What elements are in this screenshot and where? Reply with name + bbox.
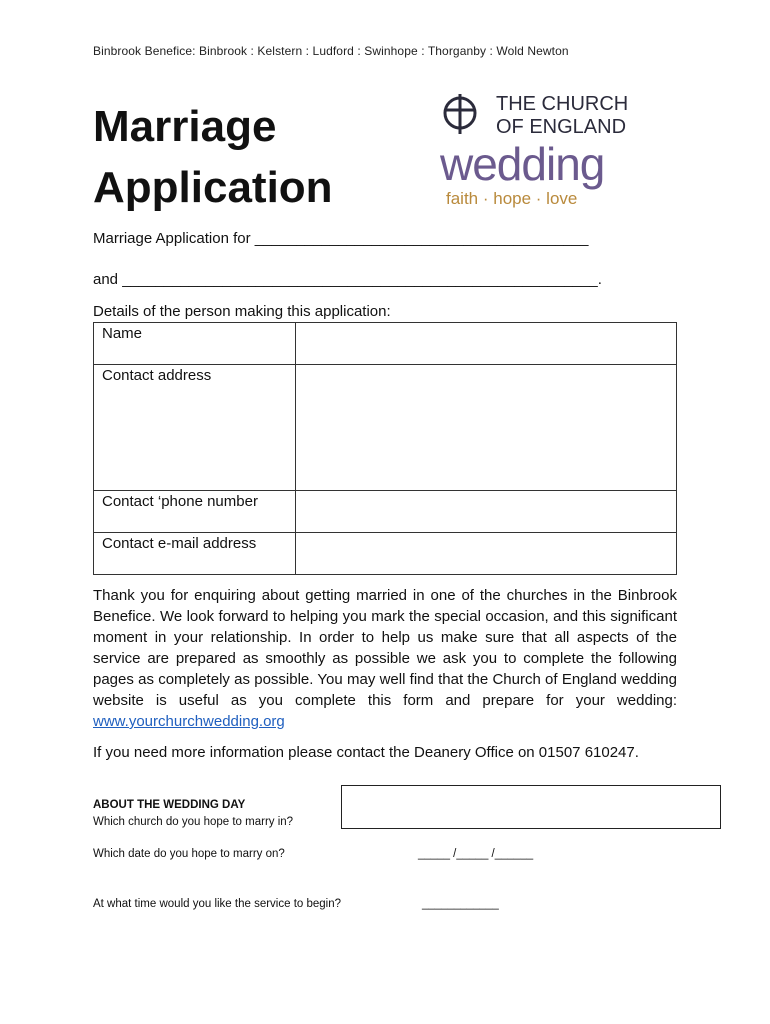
date-question: Which date do you hope to marry on? <box>93 848 285 860</box>
application-for-line: Marriage Application for ________________________________________ <box>93 230 589 247</box>
time-question: At what time would you like the service to begin? <box>93 898 342 910</box>
and-line: and _________________________________________________________. <box>93 271 602 288</box>
church-question: Which church do you hope to marry in? <box>93 816 294 828</box>
intro-text: Thank you for enquiring about getting married in one of the churches in the Binbrook Benefice. We look forward to helping you mark the special occasion, and this significant moment in your relationship. In order to help us make sure that all aspects of the service are prepared as smoothly as possible we ask you to complete the following pages as completely as possible. You may well find that the Church of England wedding website is useful as you complete this form and prepare for your wedding: <box>93 587 677 709</box>
intro-paragraph <box>93 585 677 732</box>
church-answer-box[interactable] <box>341 785 721 829</box>
applicant-details-table <box>93 322 677 575</box>
table-row <box>94 365 677 491</box>
contact-phone-field[interactable] <box>296 491 677 533</box>
logo-text-of-england: OF ENGLAND <box>496 116 627 138</box>
contact-phone-label: Contact ‘phone number <box>94 491 296 533</box>
website-link[interactable]: www.yourchurchwedding.org <box>93 713 285 730</box>
cross-emblem-icon <box>445 94 475 134</box>
contact-email-field[interactable] <box>296 533 677 575</box>
logo-text-the-church: THE CHURCH <box>496 93 629 115</box>
name-field[interactable] <box>296 323 677 365</box>
table-row <box>94 533 677 575</box>
logo-tagline: faith · hope · love <box>446 189 578 208</box>
name-label: Name <box>94 323 296 365</box>
wedding-day-heading: ABOUT THE WEDDING DAY <box>93 799 246 811</box>
table-row <box>94 323 677 365</box>
title-line-1: Marriage <box>93 102 277 151</box>
contact-email-label: Contact e-mail address <box>94 533 296 575</box>
logo-text-wedding: wedding <box>440 138 605 190</box>
church-of-england-wedding-logo <box>438 88 658 208</box>
details-heading: Details of the person making this application: <box>93 303 391 320</box>
title-line-2: Application <box>93 163 333 212</box>
table-row <box>94 491 677 533</box>
contact-address-label: Contact address <box>94 365 296 491</box>
date-answer-blank[interactable]: _____ /_____ /______ <box>418 848 534 860</box>
contact-paragraph: If you need more information please contact the Deanery Office on 01507 610247. <box>93 744 639 761</box>
contact-address-field[interactable] <box>296 365 677 491</box>
time-answer-blank[interactable]: ____________ <box>422 898 499 910</box>
benefice-header: Binbrook Benefice: Binbrook : Kelstern : Ludford : Swinhope : Thorganby : Wold Newton <box>93 44 569 58</box>
page-title <box>93 96 333 218</box>
